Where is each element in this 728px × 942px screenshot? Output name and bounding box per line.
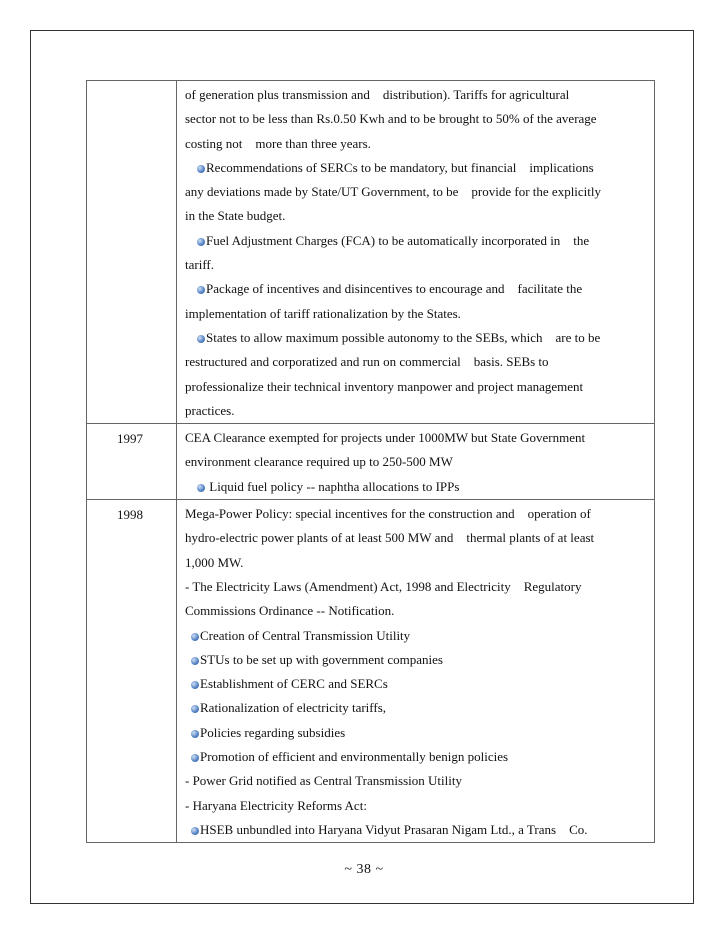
text-line xyxy=(185,450,648,474)
table-row xyxy=(87,500,655,843)
line-text: Policies regarding subsidies xyxy=(200,724,346,740)
table-row xyxy=(87,81,655,424)
text-line xyxy=(185,132,648,156)
line-text: implementation of tariff rationalization by the States. xyxy=(185,305,461,321)
text-line xyxy=(185,502,648,526)
blue-sphere-bullet-icon xyxy=(191,681,199,689)
bullet-item xyxy=(185,156,648,180)
bullet-item xyxy=(185,672,648,696)
line-text: HSEB unbundled into Haryana Vidyut Prasaran Nigam Ltd., a Trans Co. xyxy=(200,821,588,837)
line-text: environment clearance required up to 250-500 MW xyxy=(185,454,453,470)
line-text: hydro-electric power plants of at least 500 MW and thermal plants of at least xyxy=(185,530,595,546)
description-cell xyxy=(177,500,655,843)
bullet-item xyxy=(185,745,648,769)
line-text: sector not to be less than Rs.0.50 Kwh and to be brought to 50% of the average xyxy=(185,111,597,127)
line-text: tariff. xyxy=(185,257,214,273)
line-text: Commissions Ordinance -- Notification. xyxy=(185,603,395,619)
text-line xyxy=(185,375,648,399)
bullet-item xyxy=(185,818,648,842)
line-text: practices. xyxy=(185,402,235,418)
bullet-item xyxy=(185,475,648,499)
blue-sphere-bullet-icon xyxy=(191,705,199,713)
line-text: Promotion of efficient and environmentally benign policies xyxy=(200,749,509,765)
line-text: 1,000 MW. xyxy=(185,554,244,570)
line-text: Package of incentives and disincentives to encourage and facilitate the xyxy=(206,281,583,297)
blue-sphere-bullet-icon xyxy=(197,286,205,294)
blue-sphere-bullet-icon xyxy=(191,633,199,641)
line-text: STUs to be set up with government companies xyxy=(200,651,443,667)
bullet-item xyxy=(185,229,648,253)
blue-sphere-bullet-icon xyxy=(191,657,199,665)
text-line xyxy=(185,253,648,277)
bullet-item xyxy=(185,648,648,672)
line-text: costing not more than three years. xyxy=(185,135,371,151)
line-text: Liquid fuel policy -- naphtha allocations to IPPs xyxy=(206,478,460,494)
line-text: Mega-Power Policy: special incentives for the construction and operation of xyxy=(185,506,591,522)
line-text: Recommendations of SERCs to be mandatory, but financial implications xyxy=(206,159,594,175)
line-text: Fuel Adjustment Charges (FCA) to be automatically incorporated in the xyxy=(206,232,590,248)
text-line xyxy=(185,526,648,550)
line-text: restructured and corporatized and run on commercial basis. SEBs to xyxy=(185,354,549,370)
line-text: - Power Grid notified as Central Transmission Utility xyxy=(185,773,462,789)
line-text: States to allow maximum possible autonomy to the SEBs, which are to be xyxy=(206,329,601,345)
bullet-item xyxy=(185,721,648,745)
line-text: any deviations made by State/UT Government, to be provide for the explicitly xyxy=(185,184,602,200)
line-text: Establishment of CERC and SERCs xyxy=(200,676,388,692)
line-text: CEA Clearance exempted for projects under 1000MW but State Government xyxy=(185,430,586,446)
line-text: of generation plus transmission and distribution). Tariffs for agricultural xyxy=(185,87,570,102)
blue-sphere-bullet-icon xyxy=(197,484,205,492)
bullet-item xyxy=(185,624,648,648)
policy-timeline-table xyxy=(86,80,655,843)
text-line xyxy=(185,551,648,575)
text-line xyxy=(185,350,648,374)
bullet-item xyxy=(185,696,648,720)
text-line xyxy=(185,575,648,599)
bullet-item xyxy=(185,326,648,350)
text-line xyxy=(185,83,648,107)
blue-sphere-bullet-icon xyxy=(191,730,199,738)
blue-sphere-bullet-icon xyxy=(197,238,205,246)
year-cell: 1998 xyxy=(87,500,177,843)
line-text: Rationalization of electricity tariffs, xyxy=(200,700,387,716)
line-text: - The Electricity Laws (Amendment) Act, 1998 and Electricity Regulatory xyxy=(185,578,582,594)
line-text: in the State budget. xyxy=(185,208,286,224)
line-text: professionalize their technical inventory manpower and project management xyxy=(185,378,584,394)
blue-sphere-bullet-icon xyxy=(197,165,205,173)
page-number: ~ 38 ~ xyxy=(344,862,384,877)
line-text: Creation of Central Transmission Utility xyxy=(200,627,411,643)
text-line xyxy=(185,769,648,793)
description-cell xyxy=(177,81,655,424)
table-row xyxy=(87,424,655,500)
year-cell xyxy=(87,81,177,424)
text-line xyxy=(185,794,648,818)
year-cell: 1997 xyxy=(87,424,177,500)
text-line xyxy=(185,180,648,204)
text-line xyxy=(185,426,648,450)
text-line xyxy=(185,599,648,623)
blue-sphere-bullet-icon xyxy=(191,827,199,835)
text-line xyxy=(185,302,648,326)
bullet-item xyxy=(185,277,648,301)
text-line xyxy=(185,204,648,228)
text-line xyxy=(185,107,648,131)
text-line xyxy=(185,399,648,423)
line-text: - Haryana Electricity Reforms Act: xyxy=(185,797,367,813)
blue-sphere-bullet-icon xyxy=(197,335,205,343)
blue-sphere-bullet-icon xyxy=(191,754,199,762)
description-cell xyxy=(177,424,655,500)
